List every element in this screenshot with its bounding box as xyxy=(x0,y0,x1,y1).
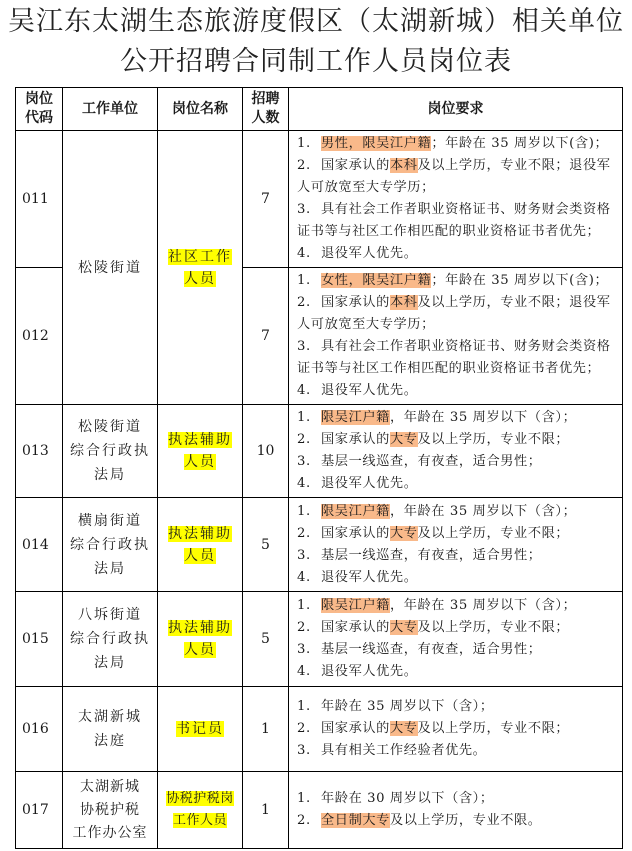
table-row xyxy=(16,687,623,772)
requirements: 1. 限吴江户籍，年龄在 35 周岁以下（含）； 2. 国家承认的大专及以上学历，专业不限； 3. 基层一线巡查，有夜查，适合男性； 4. 退役军人优先。 xyxy=(289,405,623,498)
requirements: 1. 年龄在 30 周岁以下（含）； 2. 全日制大专及以上学历，专业不限。 xyxy=(289,772,623,849)
position-code: 011 xyxy=(16,131,63,268)
work-unit: 太湖新城 法庭 xyxy=(63,687,158,772)
hire-count: 1 xyxy=(243,687,289,772)
header-unit: 工作单位 xyxy=(63,88,158,131)
hire-count: 5 xyxy=(243,592,289,687)
requirements: 1. 女性，限吴江户籍；年龄在 35 周岁以下(含)； 2. 国家承认的本科及以上学历，专业不限；退役军 人可放宽至大专学历； 3. 具有社会工作者职业资格证书、财务财会类资格 证书等与社区工作相匹配的职业资格证书者优先； 4. 退役军人优先。 xyxy=(289,268,623,405)
header-code: 岗位 代码 xyxy=(16,88,63,131)
document-title-line1: 吴江东太湖生态旅游度假区（太湖新城）相关单位 xyxy=(8,6,624,37)
header-count: 招聘 人数 xyxy=(243,88,289,131)
position-code: 013 xyxy=(16,405,63,498)
work-unit: 八坼街道 综合行政执 法局 xyxy=(63,592,158,687)
positions-table xyxy=(15,87,623,849)
work-unit: 太湖新城 协税护税 工作办公室 xyxy=(63,772,158,849)
document-title-line2: 公开招聘合同制工作人员岗位表 xyxy=(120,46,512,77)
work-unit: 横扇街道 综合行政执 法局 xyxy=(63,498,158,592)
position-code: 015 xyxy=(16,592,63,687)
requirements: 1. 年龄在 35 周岁以下（含）； 2. 国家承认的大专及以上学历，专业不限； 3. 具有相关工作经验者优先。 xyxy=(289,687,623,772)
hire-count: 7 xyxy=(243,131,289,268)
position-name: 书记员 xyxy=(158,687,243,772)
position-name: 执法辅助 人员 xyxy=(158,592,243,687)
table-row xyxy=(16,592,623,687)
position-code: 017 xyxy=(16,772,63,849)
position-code: 012 xyxy=(16,268,63,405)
table-row xyxy=(16,772,623,849)
hire-count: 10 xyxy=(243,405,289,498)
work-unit: 松陵街道 综合行政执 法局 xyxy=(63,405,158,498)
hire-count: 7 xyxy=(243,268,289,405)
header-requirements: 岗位要求 xyxy=(289,88,623,131)
table-row xyxy=(16,131,623,268)
requirements: 1. 限吴江户籍，年龄在 35 周岁以下（含）； 2. 国家承认的大专及以上学历，专业不限； 3. 基层一线巡查，有夜查，适合男性； 4. 退役军人优先。 xyxy=(289,592,623,687)
position-name: 执法辅助 人员 xyxy=(158,405,243,498)
position-code: 016 xyxy=(16,687,63,772)
hire-count: 5 xyxy=(243,498,289,592)
position-name: 协税护税岗 工作人员 xyxy=(158,772,243,849)
table-row xyxy=(16,405,623,498)
requirements: 1. 限吴江户籍，年龄在 35 周岁以下（含）； 2. 国家承认的大专及以上学历，专业不限； 3. 基层一线巡查，有夜查，适合男性； 4. 退役军人优先。 xyxy=(289,498,623,592)
table-row xyxy=(16,498,623,592)
work-unit: 松陵街道 xyxy=(63,131,158,405)
hire-count: 1 xyxy=(243,772,289,849)
position-name: 社区工作 人员 xyxy=(158,131,243,405)
requirements: 1. 男性，限吴江户籍；年龄在 35 周岁以下(含)； 2. 国家承认的本科及以上学历，专业不限；退役军 人可放宽至大专学历； 3. 具有社会工作者职业资格证书、财务财会类资格 证书等与社区工作相匹配的职业资格证书者优先； 4. 退役军人优先。 xyxy=(289,131,623,268)
position-name: 执法辅助 人员 xyxy=(158,498,243,592)
table-header-row xyxy=(16,88,623,131)
header-position: 岗位名称 xyxy=(158,88,243,131)
position-code: 014 xyxy=(16,498,63,592)
